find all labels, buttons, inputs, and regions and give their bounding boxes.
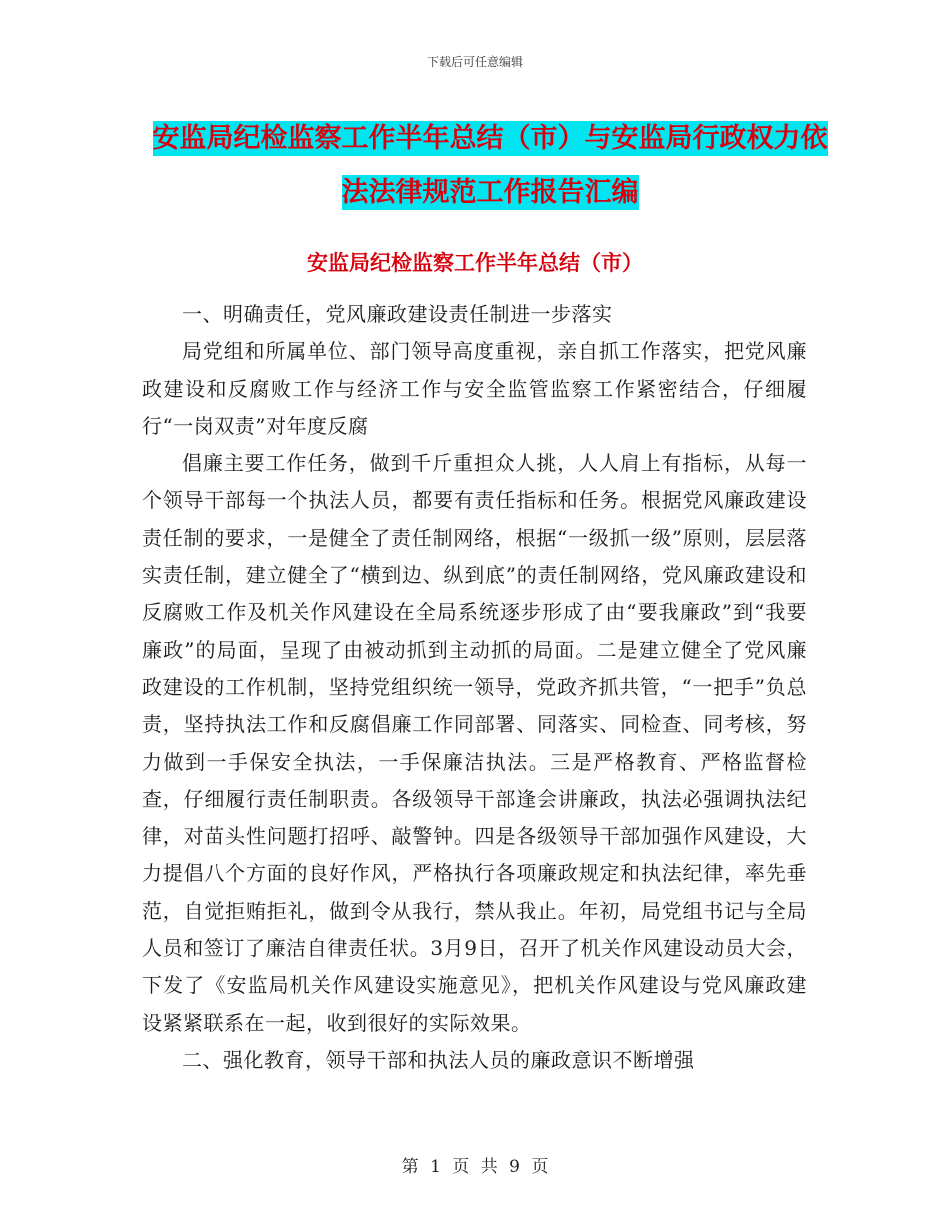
paragraph-heading-2: 二、强化教育，领导干部和执法人员的廉政意识不断增强 (182, 1047, 695, 1072)
paragraph: 局党组和所属单位、部门领导高度重视，亲自抓工作落实，把党风廉政建设和反腐败工作与经济工作与安全监管监察工作紧密结合，仔细履行“一岗双责”对年度反腐 (142, 339, 807, 438)
page-footer: 第 1 页 共 9 页 (401, 1157, 549, 1177)
paragraph-heading-1: 一、明确责任，党风廉政建设责任制进一步落实 (182, 302, 613, 326)
body-text (142, 296, 807, 1079)
paragraph: 倡廉主要工作任务，做到千斤重担众人挑，人人肩上有指标，从每一个领导干部每一个执法人员，都要有责任指标和任务。根据党风廉政建设责任制的要求，一是健全了责任制网络，根据“一级抓一级”原则，层层落实责任制，建立健全了“横到边、纵到底”的责任制网络，党风廉政建设和反腐败工作及机关作风建设在全局系统逐步形成了由“要我廉政”到“我要廉政”的局面，呈现了由被动抓到主动抓的局面。二是建立健全了党风廉政建设的工作机制，坚持党组织统一领导，党政齐抓共管，“一把手”负总责，坚持执法工作和反腐倡廉工作同部署、同落实、同检查、同考核，努力做到一手保安全执法，一手保廉洁执法。三是严格教育、严格监督检查，仔细履行责任制职责。各级领导干部逢会讲廉政，执法必强调执法纪律，对苗头性问题打招呼、敲警钟。四是各级领导干部加强作风建设，大力提倡八个方面的良好作风，严格执行各项廉政规定和执法纪律，率先垂范，自觉拒贿拒礼，做到令从我行，禁从我止。年初，局党组书记与全局人员和签订了廉洁自律责任状。3月9日，召开了机关作风建设动员大会，下发了《安监局机关作风建设实施意见》，把机关作风建设与党风廉政建设紧紧联系在一起，收到很好的实际效果。 (142, 451, 807, 1035)
section-title: 安监局纪检监察工作半年总结（市） (307, 251, 643, 275)
header-note: 下载后可任意编辑 (426, 55, 523, 69)
main-title-text: 安监局纪检监察工作半年总结（市）与安监局行政权力依法法律规范工作报告汇编 (152, 123, 828, 208)
main-title (140, 112, 840, 220)
